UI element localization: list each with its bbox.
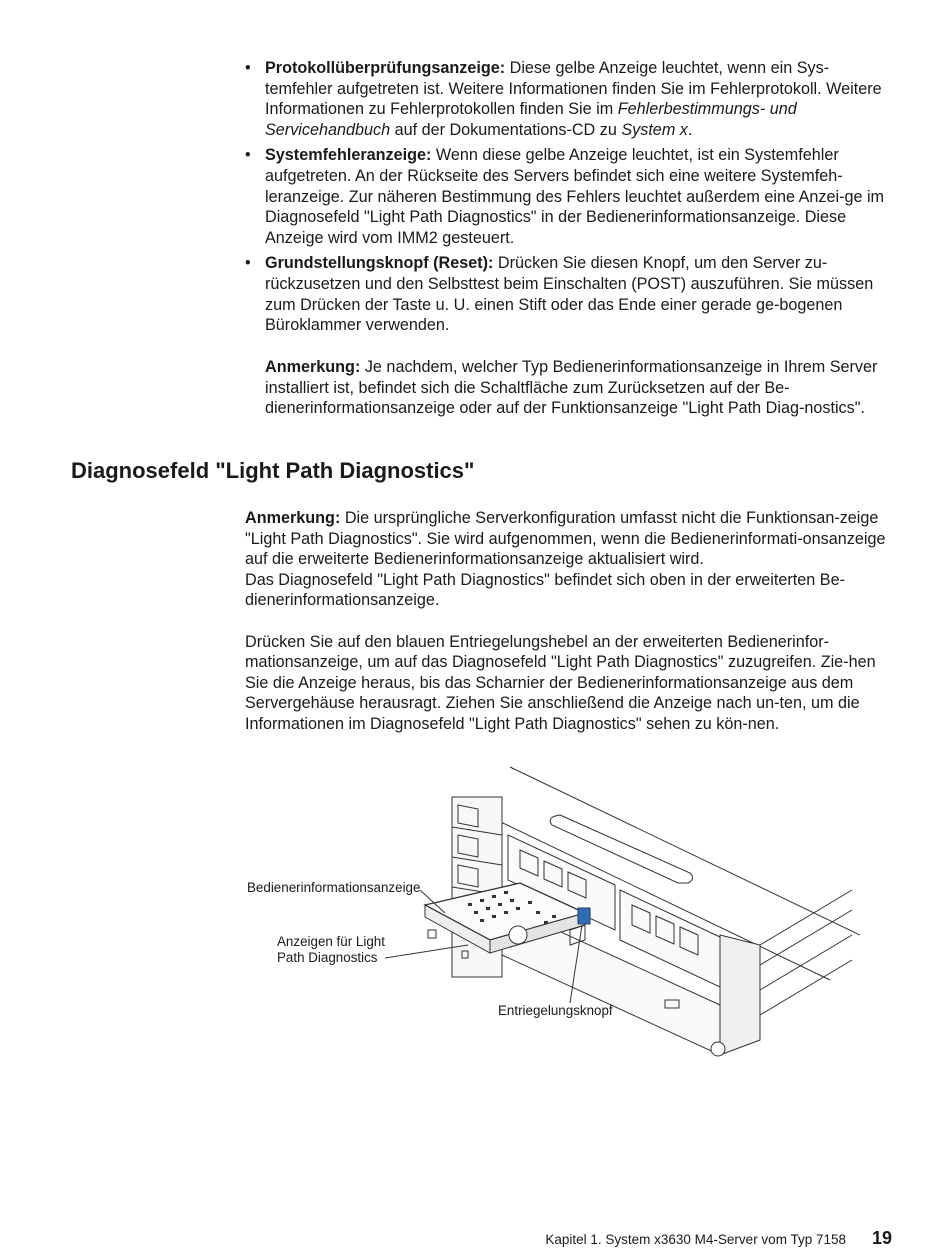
section-heading: Diagnosefeld "Light Path Diagnostics" [71,458,475,483]
server-illustration [240,765,860,1065]
body-text: auf der Dokumentations-CD zu [390,120,622,139]
body-text: Diese gelbe Anzeige leuchtet, wenn ein Sys-temfehler aufgetreten ist. Weitere Informationen finden Sie im Fehlerprotokoll. Weitere Informationen zu Fehlerprotokollen finden Sie im [265,59,882,119]
body-text: Drücken Sie diesen Knopf, um den Server zu-rückzusetzen und den Selbsttest beim Einschalten (POST) auszuführen. Sie müssen zum Drücken der Taste u. U. einen Stift oder das Ende einer gerade ge-bogenen Büroklammer verwenden. [265,254,874,335]
bullet-icon: • [245,146,251,165]
term: Systemfehleranzeige: [265,146,432,165]
body-text: Wenn diese gelbe Anzeige leuchtet, ist ein Systemfehler aufgetreten. An der Rückseite des Servers befindet sich eine weitere Systemfeh-leranzeige. Zur näheren Bestimmung des Fehlers leuchtet außerdem eine Anzei-ge im Diagnosefeld "Light Path Diagnostics" in der Bedienerinformationsanzeige. Diese Anzeige wird vom IMM2 gesteuert. [265,146,885,247]
page-number: 19 [871,1228,892,1248]
note-label: Anmerkung: [265,358,361,376]
body-text: . [687,120,693,139]
note-light-path [245,508,890,570]
paragraph: Das Diagnosefeld "Light Path Diagnostics" befindet sich oben in der erweiterten Be-dienerinformationsanzeige. [245,570,845,610]
bullet-list [245,58,890,341]
paragraph: Drücken Sie auf den blauen Entriegelungshebel an der erweiterten Bedienerinfor-mationsanzeige, um auf das Diagnosefeld "Light Path Diagnostics" zuzugreifen. Zie-hen Sie die Anzeige heraus, bis das Scharnier der Bedienerinformationsanzeige aus dem Servergehäuse herausragt. Ziehen Sie anschließend die Anzeige nach un-ten, um die Informationen im Diagnosefeld "Light Path Diagnostics" sehen zu kön-nen. [245,632,876,733]
note-text: Die ursprüngliche Serverkonfiguration umfasst nicht die Funktionsan-zeige "Light Path Diagnostics". Sie wird aufgenommen, wenn die Bedienerinformati-onsanzeige auf die erweiterte Bedienerinformationsanzeige aktualisiert wird. [245,509,886,569]
note-label: Anmerkung: [245,509,341,527]
list-item [245,253,890,335]
note-text: Je nachdem, welcher Typ Bedienerinformationsanzeige in Ihrem Server installiert ist, befindet sich die Schaltfläche zum Zurücksetzen auf der Be-dienerinformationsanzeige oder auf der Funktionsanzeige "Light Path Diag-nostics". [265,358,878,418]
callout-light-path-line1: Anzeigen für Light [277,934,385,949]
footer-chapter: Kapitel 1. System x3630 M4-Server vom Typ 7158 [545,1232,846,1247]
bullet-icon: • [245,59,251,77]
callout-operator-panel: Bedienerinformationsanzeige [247,880,421,895]
server-drawing [240,765,860,1065]
bullet-icon: • [245,254,251,273]
term: Grundstellungsknopf (Reset): [265,254,494,273]
italic-text: System x [621,120,688,139]
note-reset [265,357,890,419]
section-body [245,508,890,735]
list-item [245,145,890,248]
callout-release-button: Entriegelungsknopf [498,1003,613,1018]
term: Protokollüberprüfungsanzeige: [265,59,506,77]
callout-light-path-line2: Path Diagnostics [277,950,378,965]
list-item [245,58,890,140]
italic-text: Fehlerbestimmungs- und Servicehandbuch [265,100,797,139]
